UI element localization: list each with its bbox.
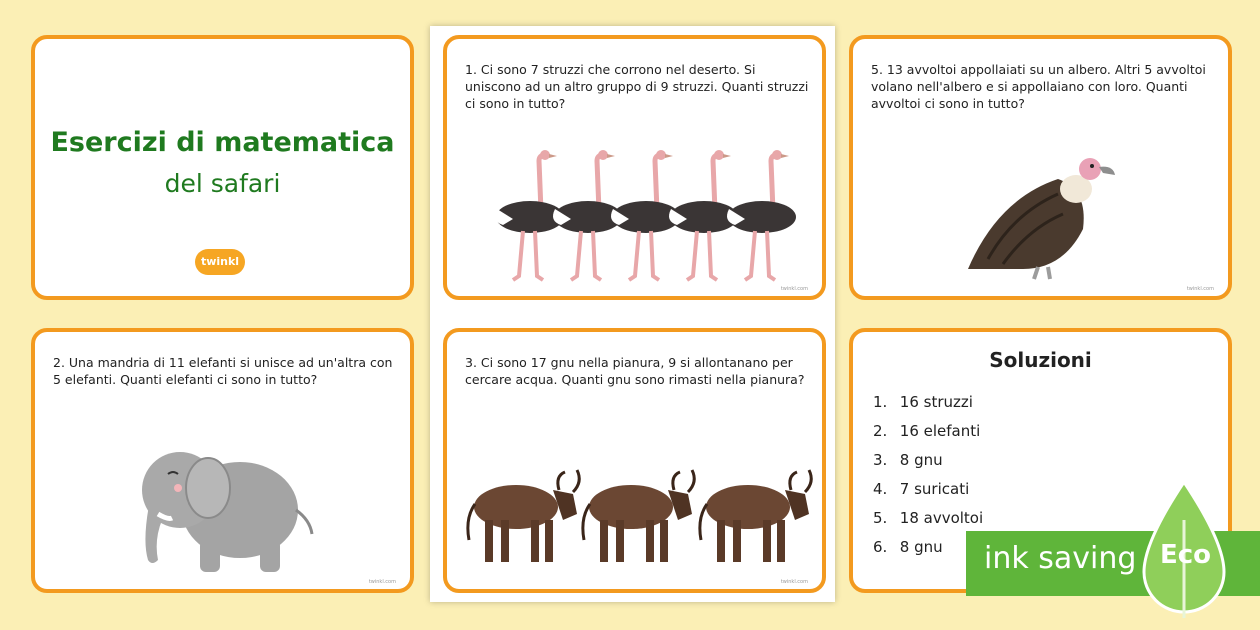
solution-number: 6. [873, 538, 888, 556]
footer-mark: twinkl.com [368, 579, 396, 585]
solution-text: 8 gnu [899, 538, 943, 556]
question-card-3 [443, 328, 826, 593]
solution-text: 16 elefanti [899, 422, 981, 440]
question-card-2 [31, 328, 414, 593]
solution-text: 16 struzzi [899, 393, 973, 411]
solution-item [873, 417, 983, 446]
solution-item [873, 475, 983, 504]
solution-text: 8 gnu [899, 451, 943, 469]
page-subtitle: del safari [164, 169, 281, 198]
solution-number: 2. [873, 422, 888, 440]
solutions-title: Soluzioni [989, 348, 1092, 372]
wildebeest-icon [461, 462, 821, 572]
question-card-5 [849, 35, 1232, 300]
elephant-icon [130, 440, 320, 580]
question-text-2: 2. Una mandria di 11 elefanti si unisce ad un'altra con 5 elefanti. Quanti elefanti ci sono in tutto? [53, 355, 393, 387]
solution-number: 3. [873, 451, 888, 469]
question-text-1: 1. Ci sono 7 struzzi che corrono nel deserto. Si uniscono ad un altro gruppo di 9 struzzi. Quanti struzzi ci sono in tutto? [465, 62, 809, 111]
footer-mark: twinkl.com [780, 579, 808, 585]
solution-item [873, 388, 983, 417]
ostrich-icon [475, 147, 805, 287]
solution-text: 7 suricati [899, 480, 970, 498]
eco-badge-label: ink saving [984, 541, 1137, 576]
title-card [31, 35, 414, 300]
eco-word: Eco [1160, 540, 1212, 570]
solution-text: 18 avvoltoi [899, 509, 984, 527]
solution-number: 1. [873, 393, 888, 411]
question-card-1 [443, 35, 826, 300]
footer-mark: twinkl.com [1186, 286, 1214, 292]
solution-item [873, 446, 983, 475]
question-text-3: 3. Ci sono 17 gnu nella pianura, 9 si allontanano per cercare acqua. Quanti gnu sono rimasti nella pianura? [465, 355, 805, 387]
footer-mark: twinkl.com [780, 286, 808, 292]
solution-item [873, 504, 983, 533]
solution-number: 5. [873, 509, 888, 527]
page-title: Esercizi di matematica [50, 127, 395, 158]
question-text-5: 5. 13 avvoltoi appollaiati su un albero. Altri 5 avvoltoi volano nell'albero e si appollaiano con loro. Quanti avvoltoi ci sono in tutto? [871, 62, 1206, 111]
solution-number: 4. [873, 480, 888, 498]
vulture-icon [958, 149, 1128, 284]
twinkl-logo: twinkl [195, 249, 245, 275]
